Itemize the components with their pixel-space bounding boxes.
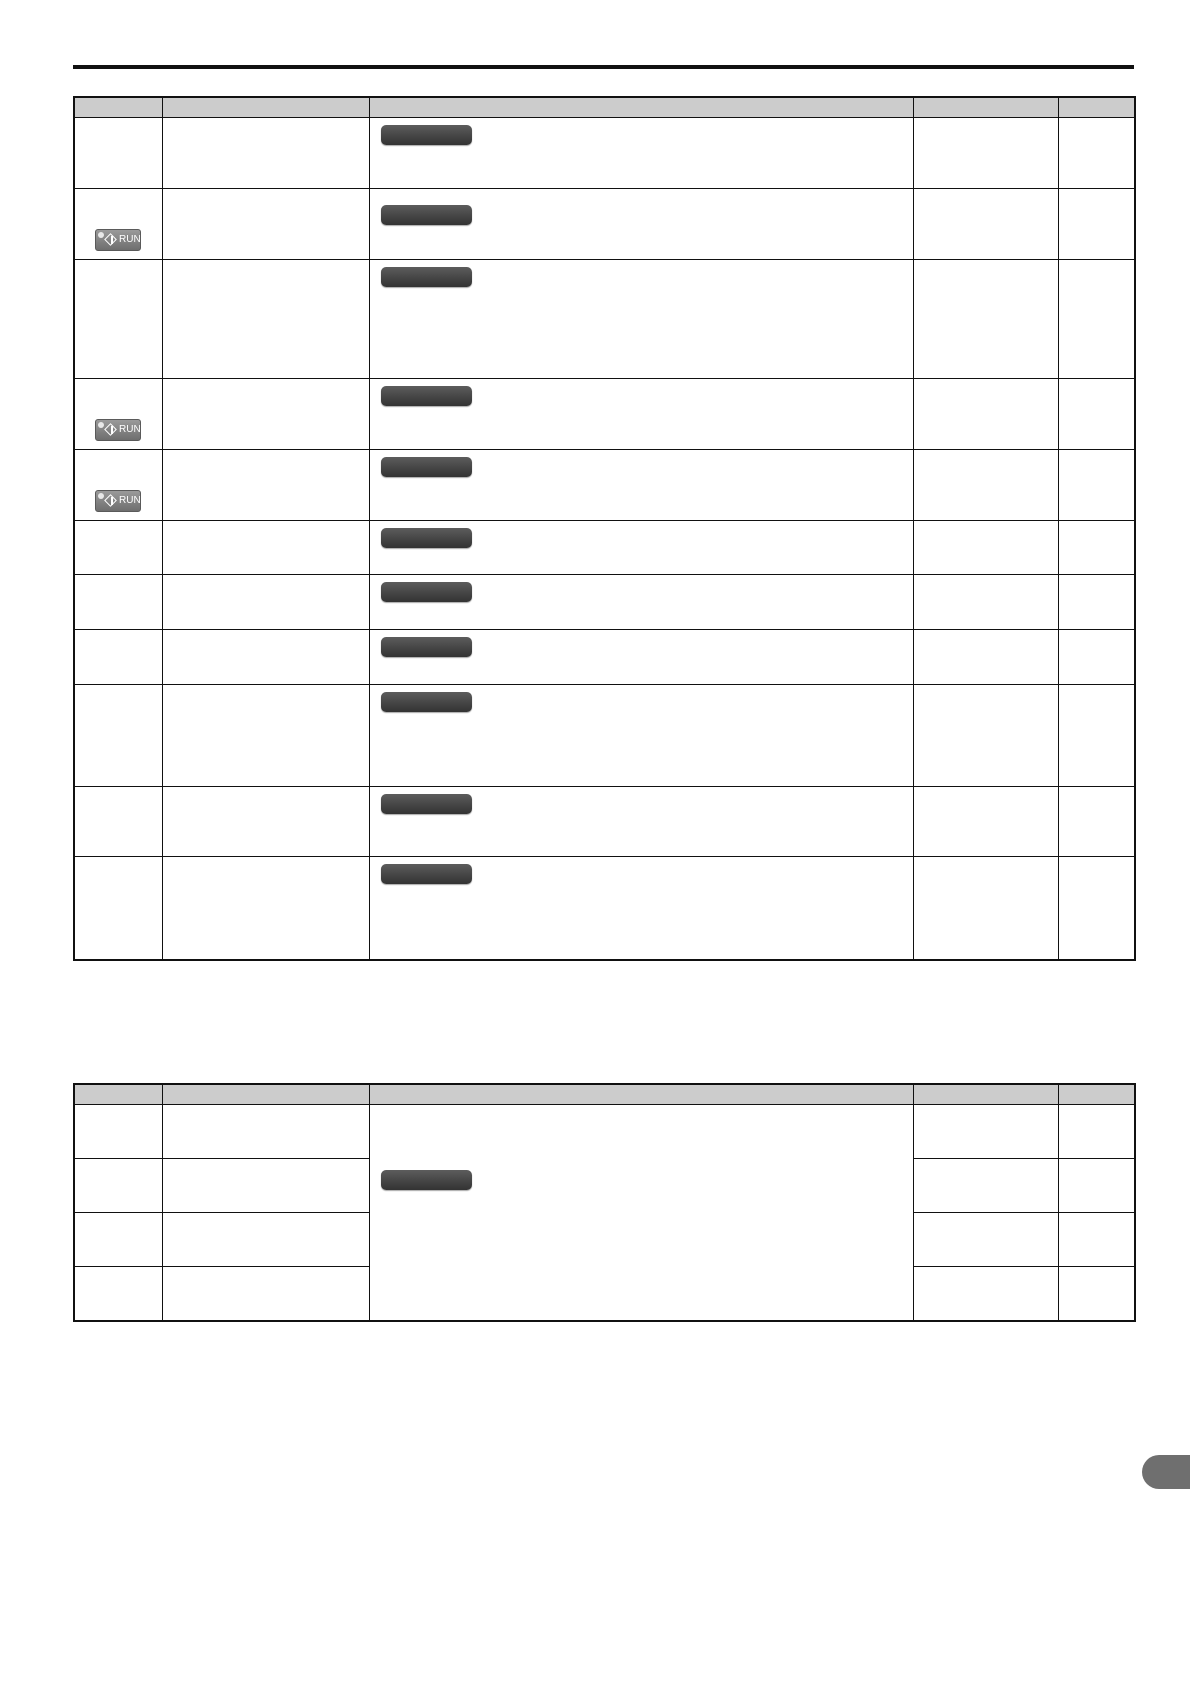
param-description-cell (369, 575, 913, 630)
header-cell-no (74, 1084, 162, 1105)
param-range-cell (913, 857, 1058, 960)
run-led-icon (98, 493, 104, 499)
param-page-cell (1058, 189, 1135, 260)
param-page-cell (1058, 1105, 1135, 1159)
param-no-cell (74, 1105, 162, 1159)
access-level-tag (381, 637, 472, 657)
header-cell-page (1058, 1084, 1135, 1105)
param-page-cell (1058, 521, 1135, 575)
param-no-cell (74, 787, 162, 857)
param-page-cell (1058, 260, 1135, 379)
param-page-cell (1058, 1159, 1135, 1213)
param-range-cell (913, 189, 1058, 260)
param-page-cell (1058, 630, 1135, 685)
param-range-cell (913, 575, 1058, 630)
chapter-tab (1142, 1455, 1190, 1489)
table-row (74, 260, 1135, 379)
param-description-cell (369, 521, 913, 575)
table-row (74, 379, 1135, 450)
run-led-icon (98, 422, 104, 428)
access-level-tag (381, 267, 472, 287)
run-badge-label: RUN (119, 495, 141, 506)
param-no-cell (74, 521, 162, 575)
header-cell-page (1058, 97, 1135, 118)
access-level-tag (381, 864, 472, 884)
parameter-table-upper (73, 96, 1136, 961)
param-name-cell (162, 1105, 369, 1159)
param-name-cell (162, 260, 369, 379)
access-level-tag (381, 692, 472, 712)
header-cell-name (162, 1084, 369, 1105)
parameter-table-lower (73, 1083, 1136, 1322)
run-badge (95, 419, 141, 441)
param-name-cell (162, 857, 369, 960)
param-no-cell (74, 450, 162, 521)
param-name-cell (162, 575, 369, 630)
header-cell-range (913, 97, 1058, 118)
table-row (74, 575, 1135, 630)
header-cell-name (162, 97, 369, 118)
run-badge (95, 490, 141, 512)
param-no-cell (74, 1267, 162, 1321)
table-row (74, 450, 1135, 521)
param-description-cell (369, 787, 913, 857)
run-badge (95, 229, 141, 251)
param-name-cell (162, 521, 369, 575)
param-name-cell (162, 1159, 369, 1213)
param-no-cell (74, 575, 162, 630)
header-cell-range (913, 1084, 1058, 1105)
access-level-tag (381, 1170, 472, 1190)
param-no-cell (74, 118, 162, 189)
param-range-cell (913, 787, 1058, 857)
param-no-cell (74, 685, 162, 787)
param-description-cell (369, 450, 913, 521)
param-no-cell (74, 857, 162, 960)
param-name-cell (162, 379, 369, 450)
param-description-cell (369, 189, 913, 260)
param-name-cell (162, 1213, 369, 1267)
table-row (74, 630, 1135, 685)
param-page-cell (1058, 118, 1135, 189)
param-range-cell (913, 260, 1058, 379)
param-description-cell (369, 260, 913, 379)
param-range-cell (913, 118, 1058, 189)
table-row (74, 189, 1135, 260)
param-description-cell (369, 630, 913, 685)
param-range-cell (913, 1105, 1058, 1159)
param-range-cell (913, 450, 1058, 521)
param-page-cell (1058, 450, 1135, 521)
access-level-tag (381, 205, 472, 225)
table-row (74, 685, 1135, 787)
param-name-cell (162, 630, 369, 685)
param-range-cell (913, 379, 1058, 450)
run-badge-label: RUN (119, 234, 141, 245)
table-row (74, 857, 1135, 960)
access-level-tag (381, 528, 472, 548)
param-page-cell (1058, 1267, 1135, 1321)
param-range-cell (913, 521, 1058, 575)
access-level-tag (381, 386, 472, 406)
access-level-tag (381, 457, 472, 477)
param-range-cell (913, 1267, 1058, 1321)
param-description-cell (369, 118, 913, 189)
header-cell-description (369, 1084, 913, 1105)
param-description-cell (369, 1105, 913, 1321)
param-range-cell (913, 1159, 1058, 1213)
param-page-cell (1058, 787, 1135, 857)
table-row (74, 521, 1135, 575)
header-cell-no (74, 97, 162, 118)
table-row (74, 787, 1135, 857)
run-badge-label: RUN (119, 424, 141, 435)
param-name-cell (162, 685, 369, 787)
table-row (74, 1105, 1135, 1159)
param-name-cell (162, 787, 369, 857)
param-name-cell (162, 118, 369, 189)
table-row (74, 118, 1135, 189)
run-led-icon (98, 232, 104, 238)
header-cell-description (369, 97, 913, 118)
param-name-cell (162, 1267, 369, 1321)
param-page-cell (1058, 379, 1135, 450)
access-level-tag (381, 582, 472, 602)
param-page-cell (1058, 575, 1135, 630)
param-no-cell (74, 630, 162, 685)
param-name-cell (162, 189, 369, 260)
access-level-tag (381, 794, 472, 814)
param-page-cell (1058, 1213, 1135, 1267)
param-description-cell (369, 379, 913, 450)
table-header-row (74, 1084, 1135, 1105)
param-description-cell (369, 857, 913, 960)
access-level-tag (381, 125, 472, 145)
param-description-cell (369, 685, 913, 787)
param-name-cell (162, 450, 369, 521)
table-header-row (74, 97, 1135, 118)
param-page-cell (1058, 857, 1135, 960)
param-range-cell (913, 1213, 1058, 1267)
param-no-cell (74, 189, 162, 260)
param-page-cell (1058, 685, 1135, 787)
param-no-cell (74, 1213, 162, 1267)
param-no-cell (74, 260, 162, 379)
param-range-cell (913, 630, 1058, 685)
param-no-cell (74, 1159, 162, 1213)
param-range-cell (913, 685, 1058, 787)
header-rule (73, 65, 1134, 69)
param-no-cell (74, 379, 162, 450)
